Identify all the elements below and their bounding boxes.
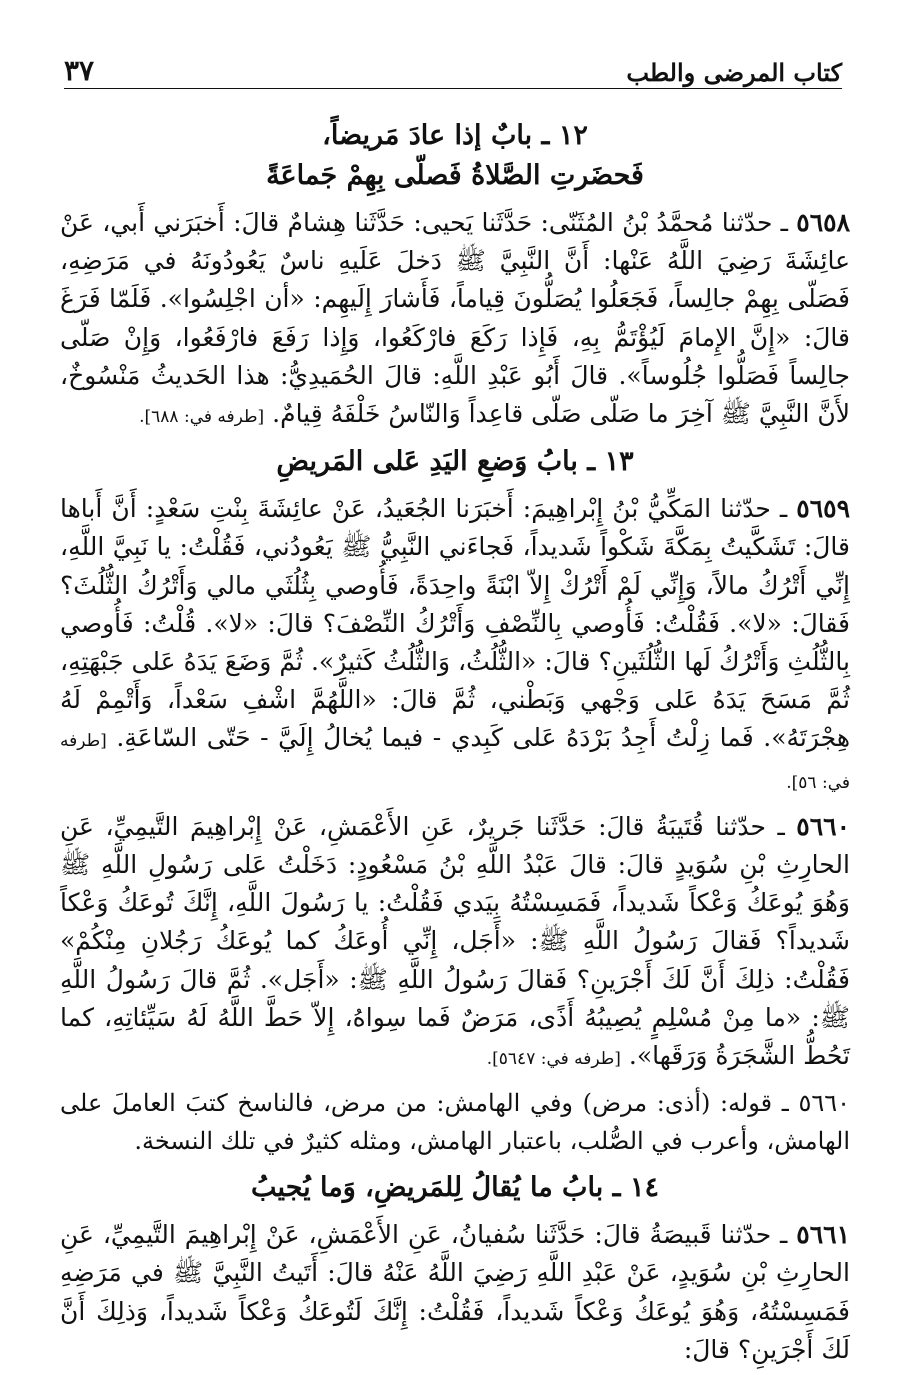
hadith-paragraph xyxy=(60,204,850,436)
page-content xyxy=(60,110,850,1375)
chapter-title-line: ١٢ ـ بابٌ إذا عادَ مَريضاً، xyxy=(322,120,588,151)
page-number: ٣٧ xyxy=(64,54,95,87)
commentary-note xyxy=(60,1084,850,1160)
hadith-number: ٥٦٥٨ xyxy=(796,208,850,237)
hadith-number: ٥٦٦٠ xyxy=(796,811,850,841)
chapter-title-line: ١٣ ـ بابُ وَضعِ اليَدِ عَلى المَريضِ xyxy=(276,446,634,478)
hadith-text: ـ حدّثنا المَكِّيُّ بْنُ إِبْراهِيمَ: أَخبَرَنا الجُعَيدُ، عَنْ عائِشَةَ بِنْتِ سَعْدٍ: أَنَّ أَباها قالَ: تَشَكَّيتُ بِمَكَّةَ شَكْواً شَديداً، فَجاءَني النَّبِيُّ ﷺ يَعُودُني، فَقُلْتُ: يا نَبِيَّ اللَّهِ، إِنِّي أَتْرُكُ مالاً، وَإِنِّي لَمْ أَتْرُكْ إِلاّ ابْنَةً واحِدَةً، فَأُوصي بِثُلُثَي مالي وَأَتْرُكُ الثُّلُثَ؟ فَقالَ: «لا». فَقُلْتُ: فَأُوصي بِالنِّصْفِ وَأَتْرُكُ النِّصْفَ؟ قالَ: «لا». قُلْتُ: فَأُوصي بِالثُّلُثِ وَأَتْرُكُ لَها الثُّلُثَينِ؟ قالَ: «الثُّلُثُ، وَالثُّلُثُ كَثيرٌ». ثُمَّ وَضَعَ يَدَهُ عَلى جَبْهَتِهِ، ثُمَّ مَسَحَ يَدَهُ عَلى وَجْهي وَبَطْني، ثُمَّ قالَ: «اللَّهُمَّ اشْفِ سَعْداً، وَأَتْمِمْ لَهُ هِجْرَتَهُ». فَما زِلْتُ أَجِدُ بَرْدَهُ عَلى كَبِدي - فيما يُخالُ إِلَيَّ - حَتّى السّاعَةِ. xyxy=(60,494,850,753)
hadith-paragraph xyxy=(60,808,850,1078)
hadith-paragraph xyxy=(60,490,850,802)
chapter-title-line: ١٤ ـ بابُ ما يُقالُ لِلمَريضِ، وَما يُجيبُ xyxy=(251,1172,659,1204)
hadith-number: ٥٦٦١ xyxy=(796,1220,851,1250)
hadith-text: ـ حدّثنا قَبيصَةُ قالَ: حَدَّثَنا سُفيانُ، عَنِ الأَعْمَشِ، عَنْ إِبْراهِيمَ التَّيمِيِّ، عَنِ الحارِثِ بْنِ سُوَيدٍ، عَنْ عَبْدِ اللَّهِ رَضِيَ اللَّهُ عَنْهُ قالَ: أَتَيتُ النَّبِيَّ ﷺ في مَرَضِهِ فَمَسِسْتُهُ، وَهُوَ يُوعَكُ وَعْكاً شَديداً، فَقُلْتُ: إِنَّكَ لَتُوعَكُ وَعْكاً شَديداً، وَذلِكَ أَنَّ لَكَ أَجْرَينِ؟ قالَ: xyxy=(60,1220,850,1364)
book-title: كتاب المرضى والطب xyxy=(626,58,842,87)
note-text: ـ قوله: (أذى: مرض) وفي الهامش: من مرض، فالناسخ كتبَ العاملَ على الهامش، وأعرب في الصُّلب، باعتبار الهامش، ومثله كثيرٌ في تلك النسخة. xyxy=(60,1089,850,1156)
chapter-heading-14 xyxy=(60,1168,850,1208)
chapter-heading-12 xyxy=(60,116,850,196)
cross-reference: [طرفه في: ٥٦٤٧]. xyxy=(486,1049,621,1070)
hadith-number: ٥٦٥٩ xyxy=(796,494,850,524)
page-header xyxy=(64,44,842,89)
chapter-title-line: فَحضَرتِ الصَّلاةُ فَصلّى بِهِمْ جَماعَةً xyxy=(266,160,644,191)
hadith-text: ـ حدّثنا قُتَيبَةُ قالَ: حَدَّثَنا جَريرٌ، عَنِ الأَعْمَشِ، عَنْ إِبْراهِيمَ التَّيمِيِّ، عَنِ الحارِثِ بْنِ سُوَيدٍ قالَ: قالَ عَبْدُ اللَّهِ بْنُ مَسْعُودٍ: دَخَلْتُ عَلى رَسُولِ اللَّهِ ﷺ وَهُوَ يُوعَكُ وَعْكاً شَديداً، فَمَسِسْتُهُ بِيَدي فَقُلْتُ: يا رَسُولَ اللَّهِ، إِنَّكَ تُوعَكُ وَعْكاً شَديداً؟ فَقالَ رَسُولُ اللَّهِ ﷺ: «أَجَل، إِنِّي أُوعَكُ كما يُوعَكُ رَجُلانِ مِنْكُمْ» فَقُلْتُ: ذلِكَ أَنَّ لَكَ أَجْرَينِ؟ فَقالَ رَسُولُ اللَّهِ ﷺ: «أَجَل». ثُمَّ قالَ رَسُولُ اللَّهِ ﷺ: «ما مِنْ مُسْلِمٍ يُصِيبُهُ أَذًى، مَرَضٌ فَما سِواهُ، إِلاّ حَطَّ اللَّهُ لَهُ سَيِّئاتِهِ، كما تَحُطُّ الشَّجَرَةُ وَرَقَها». xyxy=(60,811,850,1071)
note-number: ٥٦٦٠ xyxy=(798,1089,850,1118)
hadith-text: ـ حدّثنا مُحمَّدُ بْنُ المُثَنّى: حَدَّثَنا يَحيى: حَدَّثَنا هِشامٌ قالَ: أَخبَرَني أَبي، عَنْ عائِشَةَ رَضِيَ اللَّهُ عَنْها: أَنَّ النَّبِيَّ ﷺ دَخلَ عَلَيهِ ناسٌ يَعُودُونَهُ في مَرَضِهِ، فَصَلّى بِهِمْ جالِساً، فَجَعَلُوا يُصَلُّونَ قِياماً، فَأَشارَ إِلَيهِم: «أن اجْلِسُوا». فَلَمّا فَرَغَ قالَ: «إِنَّ الإِمامَ لَيُؤْتَمُّ بِهِ، فَإِذا رَكَعَ فارْكَعُوا، وَإِذا رَفَعَ فارْفَعُوا، وَإِنْ صَلّى جالِساً فَصَلُّوا جُلُوساً». قالَ أَبُو عَبْدِ اللَّهِ: قالَ الحُمَيدِيُّ: هذا الحَديثُ مَنْسُوخٌ، لأَنَّ النَّبِيَّ ﷺ آخِرَ ما صَلّى صَلّى قاعِداً وَالنّاسُ خَلْفَهُ قِيامٌ. xyxy=(60,208,850,429)
cross-reference: [طرفه في: ٥٦]. xyxy=(60,731,850,793)
chapter-heading-13 xyxy=(60,442,850,482)
hadith-paragraph xyxy=(60,1216,850,1369)
cross-reference: [طرفه في: ٦٨٨]. xyxy=(139,407,265,428)
